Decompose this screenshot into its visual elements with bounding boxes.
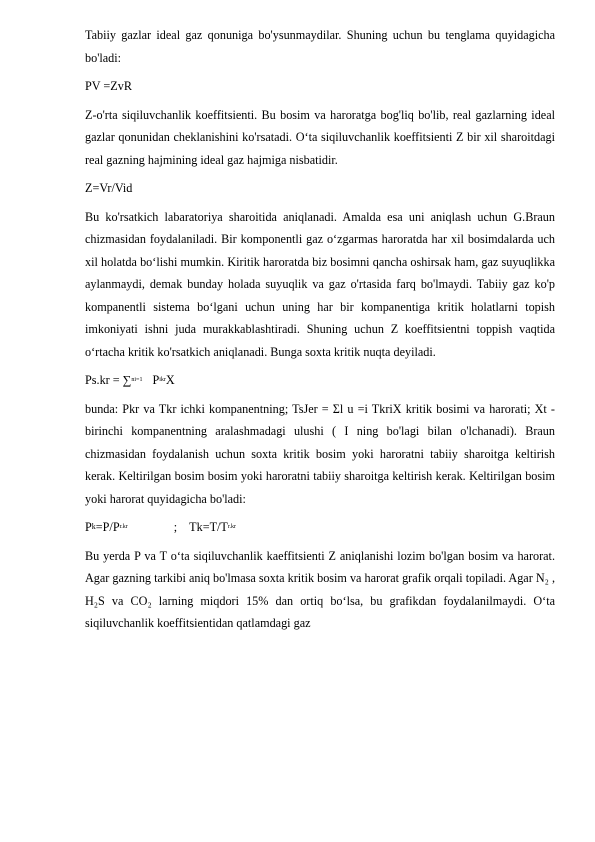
paragraph-braun: Bu ko'rsatkich labaratoriya sharoitida aniqlanadi. Amalda esa uni aniqlash uchun G.Braun chizmasidan foydalaniladi. Bir komponentli gaz o‘zgarmas haroratda har xil bosimdalarda uch xil holatda bo‘lishi mumkin. Kiritik haroratda biz bosimni qancha oshirsak ham, gaz suyuqlikka aylanmaydi, demak bunday holada suyuqlik va gaz o'rtasida farq bo'lmaydi. Tabiiy gaz ko'p kompanentli sistema bo‘lgani uchun uning har bir kompanentiga kritik holatlarni topish imkoniyati ishni juda murakkablashtiradi. Shuning uchun Z koeffitsientni toppish vaqtida o‘rtacha kritik ko'rsatkich aniqlanadi. Bunga soxta kritik nuqta deyiladi. [85,209,555,359]
equation-z: Z=Vr/Vid [85,181,133,195]
formula-t-sub: r.kr [227,524,237,530]
formula-sum-upper: n [131,377,135,383]
formula-x: X [165,373,175,387]
formula-lhs: Ps.kr = ∑ [85,373,132,387]
formula-pk-sub: k [91,522,96,531]
equation-pv: PV =ZvR [85,79,132,93]
formula-sum-lower: i=1 [134,377,143,383]
formula-pk: P [85,520,92,534]
formula-p-sub: ikr [159,377,166,383]
paragraph-conclusion: Bu yerda P va T o‘ta siqiluvchanlik kaeffitsienti Z aniqlanishi lozim bo'lgan bosim va harorat. Agar gazning tarkibi aniq bo'lmasa soxta kritik bosim va harorat grafik orqali topiladi. Agar N₂ , H₂S va CO₂ larning miqdori 15% dan ortiq bo‘lsa, bu grafikdan foydalanilmaydi. O‘ta siqiluvchanlik koeffitsientidan qatlamdagi gaz [85,548,555,630]
paragraph-z-definition: Z-o'rta siqiluvchanlik koeffitsienti. Bu bosim va haroratga bog'liq bo'lib, real gazlarning ideal gazlar qonunidan cheklanishini ko'rsatadi. O‘ta siqiluvchanlik koeffitsienti Z bir xil sharoitdagi real gazning hajmining ideal gaz hajmiga nisbatidir. [85,107,555,167]
formula-semicolon: ; [173,520,178,534]
formula-p-den-sub: r.kr [119,524,128,530]
formula-p: P [152,373,160,387]
paragraph-intro: Tabiiy gazlar ideal gaz qonuniga bo'ysunmaydilar. Shuning uchun bu tenglama quyidagicha bo'ladi: [85,28,555,65]
paragraph-explanation: bunda: Pkr va Tkr ichki kompanentning; TsJer = Σl u =i TkriX kritik bosimi va harorati; Xt - birinchi kompanentning aralashmadagi ulushi ( I ning bo'lagi bilan o'lchanadi). Braun chizmasidan foydalanish uchun soxta kritik bosim yoki haroratni tabiiy sharoitga keltirish kerak. Keltirilgan bosim bosim yoki haroratni tabiiy sharoitga keltirish kerak. Keltirilgan bosim yoki harorat quyidagicha bo'ladi: [85,401,555,506]
formula-p-ratio: =P/P [95,520,120,534]
document-page [85,24,555,641]
formula-tk: Tk=T/T [189,520,228,534]
equation-pseudo-critical-pressure [85,369,555,392]
equation-reduced-values [85,516,555,539]
